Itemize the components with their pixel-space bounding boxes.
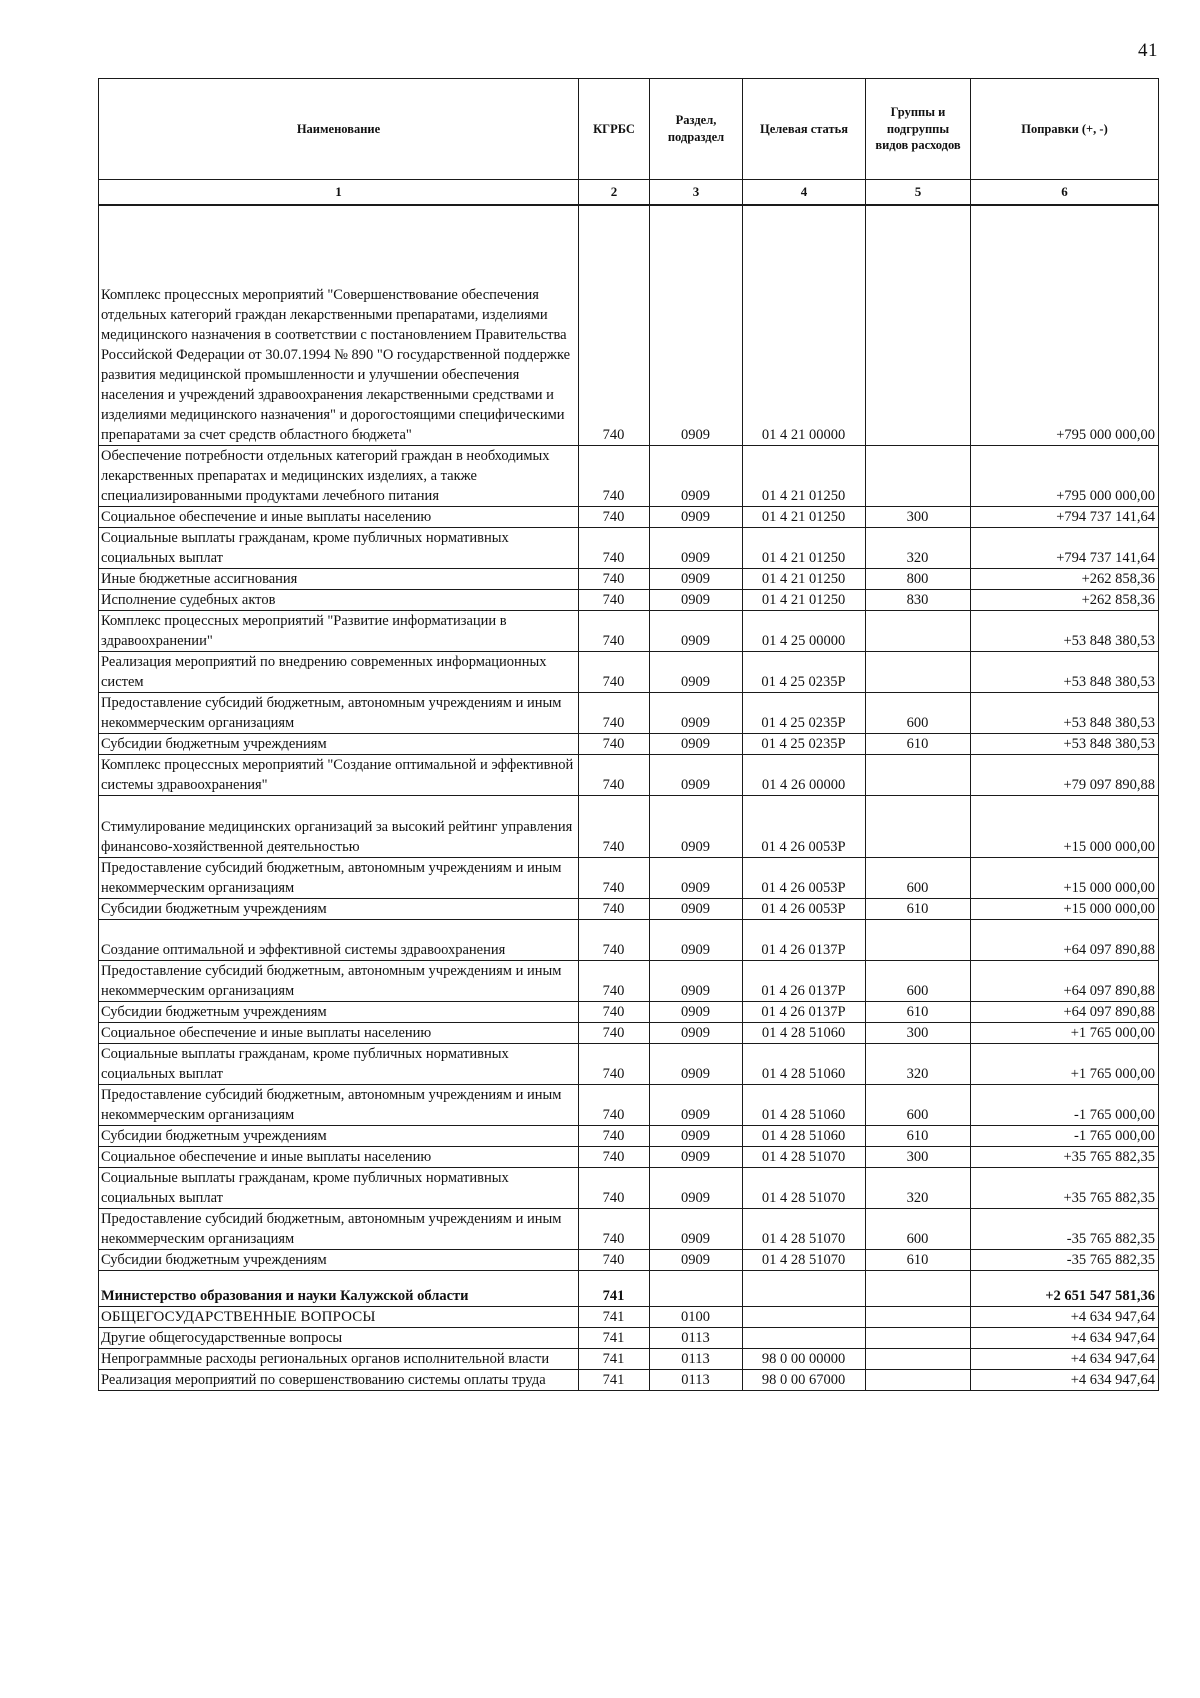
- row-amount: +1 765 000,00: [971, 1043, 1159, 1084]
- column-number: 2: [579, 180, 650, 206]
- row-section: 0909: [650, 506, 743, 527]
- row-kgrbs: 740: [579, 1167, 650, 1208]
- table-row: [99, 857, 1159, 898]
- row-section: 0909: [650, 1001, 743, 1022]
- row-target: 01 4 25 00000: [743, 610, 866, 651]
- row-section: 0909: [650, 568, 743, 589]
- row-kgrbs: 740: [579, 1208, 650, 1249]
- row-target: 01 4 21 01250: [743, 445, 866, 506]
- table-row: [99, 754, 1159, 795]
- row-amount: +53 848 380,53: [971, 733, 1159, 754]
- row-target: 01 4 21 00000: [743, 205, 866, 445]
- row-target: 98 0 00 67000: [743, 1370, 866, 1391]
- row-amount: -1 765 000,00: [971, 1084, 1159, 1125]
- column-number: 5: [866, 180, 971, 206]
- row-name: Обеспечение потребности отдельных категорий граждан в необходимых лекарственных препаратах и медицинских изделиях, а также специализированными продуктами лечебного питания: [99, 445, 579, 506]
- row-target: 01 4 28 51060: [743, 1084, 866, 1125]
- row-target: 01 4 28 51060: [743, 1043, 866, 1084]
- row-group: [866, 754, 971, 795]
- row-target: 01 4 21 01250: [743, 568, 866, 589]
- row-group: [866, 795, 971, 857]
- row-kgrbs: 740: [579, 610, 650, 651]
- table-row: [99, 205, 1159, 445]
- row-target: 01 4 26 00000: [743, 754, 866, 795]
- table-row: [99, 692, 1159, 733]
- row-group: 600: [866, 692, 971, 733]
- row-name: Предоставление субсидий бюджетным, автономным учреждениям и иным некоммерческим организациям: [99, 1084, 579, 1125]
- row-kgrbs: 740: [579, 589, 650, 610]
- column-number: 1: [99, 180, 579, 206]
- header-amendments: Поправки (+, -): [971, 79, 1159, 180]
- row-group: [866, 1349, 971, 1370]
- row-target: 01 4 21 01250: [743, 506, 866, 527]
- row-amount: +53 848 380,53: [971, 692, 1159, 733]
- row-group: 610: [866, 1125, 971, 1146]
- row-section: 0113: [650, 1349, 743, 1370]
- row-name: Социальное обеспечение и иные выплаты населению: [99, 506, 579, 527]
- row-name: Предоставление субсидий бюджетным, автономным учреждениям и иным некоммерческим организациям: [99, 857, 579, 898]
- row-group: 800: [866, 568, 971, 589]
- table-row: [99, 568, 1159, 589]
- row-target: 01 4 28 51070: [743, 1146, 866, 1167]
- row-name: Исполнение судебных актов: [99, 589, 579, 610]
- row-target: 01 4 26 0137P: [743, 1001, 866, 1022]
- table-row: [99, 1043, 1159, 1084]
- row-section: 0909: [650, 1167, 743, 1208]
- row-section: 0909: [650, 857, 743, 898]
- table-row: [99, 795, 1159, 857]
- table-row: [99, 445, 1159, 506]
- row-kgrbs: 741: [579, 1370, 650, 1391]
- row-kgrbs: 741: [579, 1349, 650, 1370]
- row-target: 01 4 21 01250: [743, 527, 866, 568]
- row-amount: +795 000 000,00: [971, 205, 1159, 445]
- row-name: Социальное обеспечение и иные выплаты населению: [99, 1146, 579, 1167]
- row-section: 0909: [650, 692, 743, 733]
- row-section: 0909: [650, 1125, 743, 1146]
- row-section: 0909: [650, 733, 743, 754]
- row-name: Предоставление субсидий бюджетным, автономным учреждениям и иным некоммерческим организациям: [99, 960, 579, 1001]
- row-kgrbs: 740: [579, 205, 650, 445]
- row-section: 0909: [650, 1249, 743, 1270]
- column-number: 3: [650, 180, 743, 206]
- row-target: 01 4 28 51070: [743, 1249, 866, 1270]
- row-target: 01 4 26 0053P: [743, 857, 866, 898]
- row-kgrbs: 741: [579, 1328, 650, 1349]
- row-amount: -1 765 000,00: [971, 1125, 1159, 1146]
- row-kgrbs: 740: [579, 754, 650, 795]
- table-row: [99, 1001, 1159, 1022]
- row-amount: +64 097 890,88: [971, 919, 1159, 960]
- row-section: 0909: [650, 1084, 743, 1125]
- table-row: [99, 1328, 1159, 1349]
- row-name: Министерство образования и науки Калужской области: [99, 1270, 579, 1306]
- row-group: [866, 610, 971, 651]
- row-name: Предоставление субсидий бюджетным, автономным учреждениям и иным некоммерческим организациям: [99, 692, 579, 733]
- row-amount: +794 737 141,64: [971, 506, 1159, 527]
- row-amount: +4 634 947,64: [971, 1328, 1159, 1349]
- row-amount: +4 634 947,64: [971, 1370, 1159, 1391]
- row-name: Комплекс процессных мероприятий "Развитие информатизации в здравоохранении": [99, 610, 579, 651]
- row-amount: +79 097 890,88: [971, 754, 1159, 795]
- row-target: 01 4 26 0053P: [743, 795, 866, 857]
- row-group: [866, 205, 971, 445]
- row-group: 610: [866, 733, 971, 754]
- row-kgrbs: 740: [579, 795, 650, 857]
- row-name: Субсидии бюджетным учреждениям: [99, 1125, 579, 1146]
- row-amount: +15 000 000,00: [971, 795, 1159, 857]
- table-row: [99, 610, 1159, 651]
- row-group: [866, 651, 971, 692]
- table-row: [99, 1306, 1159, 1328]
- row-kgrbs: 740: [579, 445, 650, 506]
- table-row: [99, 1249, 1159, 1270]
- row-group: [866, 919, 971, 960]
- header-target: Целевая статья: [743, 79, 866, 180]
- table-row: [99, 527, 1159, 568]
- table-row: [99, 733, 1159, 754]
- row-amount: +35 765 882,35: [971, 1167, 1159, 1208]
- row-group: 600: [866, 960, 971, 1001]
- row-amount: +64 097 890,88: [971, 960, 1159, 1001]
- table-row: [99, 960, 1159, 1001]
- row-name: Социальное обеспечение и иные выплаты населению: [99, 1022, 579, 1043]
- row-kgrbs: 740: [579, 527, 650, 568]
- row-kgrbs: 740: [579, 568, 650, 589]
- row-group: 300: [866, 506, 971, 527]
- row-target: [743, 1306, 866, 1328]
- table-row: [99, 1084, 1159, 1125]
- row-section: 0909: [650, 795, 743, 857]
- row-group: [866, 1270, 971, 1306]
- row-section: 0113: [650, 1328, 743, 1349]
- row-group: 600: [866, 1208, 971, 1249]
- row-name: Непрограммные расходы региональных органов исполнительной власти: [99, 1349, 579, 1370]
- row-kgrbs: 740: [579, 1084, 650, 1125]
- row-target: 01 4 28 51070: [743, 1167, 866, 1208]
- row-amount: +794 737 141,64: [971, 527, 1159, 568]
- row-target: 01 4 28 51060: [743, 1125, 866, 1146]
- page-number: 41: [1138, 40, 1158, 61]
- row-group: 320: [866, 527, 971, 568]
- row-amount: +1 765 000,00: [971, 1022, 1159, 1043]
- row-target: 01 4 26 0137P: [743, 960, 866, 1001]
- table-row: [99, 506, 1159, 527]
- row-group: 830: [866, 589, 971, 610]
- row-name: Стимулирование медицинских организаций за высокий рейтинг управления финансово-хозяйственной деятельностью: [99, 795, 579, 857]
- row-group: 320: [866, 1167, 971, 1208]
- header-kgrbs: КГРБС: [579, 79, 650, 180]
- row-name: Социальные выплаты гражданам, кроме публичных нормативных социальных выплат: [99, 527, 579, 568]
- row-name: Другие общегосударственные вопросы: [99, 1328, 579, 1349]
- row-section: 0909: [650, 1022, 743, 1043]
- table-row: [99, 1370, 1159, 1391]
- table-row: [99, 898, 1159, 919]
- row-group: 610: [866, 1249, 971, 1270]
- table-row: [99, 919, 1159, 960]
- row-amount: +795 000 000,00: [971, 445, 1159, 506]
- row-kgrbs: 741: [579, 1306, 650, 1328]
- row-section: 0909: [650, 1146, 743, 1167]
- table-row: [99, 1208, 1159, 1249]
- row-target: 01 4 25 0235P: [743, 733, 866, 754]
- row-group: 300: [866, 1146, 971, 1167]
- row-target: 01 4 25 0235P: [743, 651, 866, 692]
- row-amount: +64 097 890,88: [971, 1001, 1159, 1022]
- row-name: Социальные выплаты гражданам, кроме публичных нормативных социальных выплат: [99, 1167, 579, 1208]
- row-section: 0909: [650, 754, 743, 795]
- row-target: [743, 1328, 866, 1349]
- row-amount: +262 858,36: [971, 589, 1159, 610]
- row-group: 320: [866, 1043, 971, 1084]
- row-kgrbs: 740: [579, 1249, 650, 1270]
- column-number: 6: [971, 180, 1159, 206]
- row-name: ОБЩЕГОСУДАРСТВЕННЫЕ ВОПРОСЫ: [99, 1306, 579, 1328]
- row-kgrbs: 740: [579, 1146, 650, 1167]
- header-name: Наименование: [99, 79, 579, 180]
- row-kgrbs: 740: [579, 919, 650, 960]
- row-group: [866, 445, 971, 506]
- row-section: 0909: [650, 445, 743, 506]
- row-target: 01 4 28 51070: [743, 1208, 866, 1249]
- row-group: 300: [866, 1022, 971, 1043]
- row-group: 600: [866, 857, 971, 898]
- row-kgrbs: 740: [579, 692, 650, 733]
- table-body: [99, 205, 1159, 1391]
- table-row: [99, 1022, 1159, 1043]
- row-section: 0909: [650, 651, 743, 692]
- row-target: 98 0 00 00000: [743, 1349, 866, 1370]
- row-target: 01 4 26 0137P: [743, 919, 866, 960]
- row-amount: +2 651 547 581,36: [971, 1270, 1159, 1306]
- row-target: 01 4 21 01250: [743, 589, 866, 610]
- row-name: Комплекс процессных мероприятий "Создание оптимальной и эффективной системы здравоохранения": [99, 754, 579, 795]
- header-groups: Группы и подгруппы видов расходов: [866, 79, 971, 180]
- row-name: Субсидии бюджетным учреждениям: [99, 898, 579, 919]
- row-name: Создание оптимальной и эффективной системы здравоохранения: [99, 919, 579, 960]
- table-row: [99, 1125, 1159, 1146]
- row-kgrbs: 740: [579, 1001, 650, 1022]
- row-name: Субсидии бюджетным учреждениям: [99, 1249, 579, 1270]
- row-name: Социальные выплаты гражданам, кроме публичных нормативных социальных выплат: [99, 1043, 579, 1084]
- row-section: 0909: [650, 898, 743, 919]
- table-row: [99, 651, 1159, 692]
- table-row: [99, 1349, 1159, 1370]
- row-kgrbs: 740: [579, 1043, 650, 1084]
- row-target: 01 4 25 0235P: [743, 692, 866, 733]
- row-amount: +262 858,36: [971, 568, 1159, 589]
- row-name: Предоставление субсидий бюджетным, автономным учреждениям и иным некоммерческим организациям: [99, 1208, 579, 1249]
- row-target: 01 4 26 0053P: [743, 898, 866, 919]
- row-section: [650, 1270, 743, 1306]
- row-kgrbs: 740: [579, 1125, 650, 1146]
- table-row: [99, 1270, 1159, 1306]
- row-group: 600: [866, 1084, 971, 1125]
- row-kgrbs: 740: [579, 960, 650, 1001]
- budget-amendments-table: [98, 78, 1159, 1391]
- row-amount: +53 848 380,53: [971, 651, 1159, 692]
- row-group: [866, 1328, 971, 1349]
- row-amount: +53 848 380,53: [971, 610, 1159, 651]
- row-section: 0909: [650, 1043, 743, 1084]
- row-name: Иные бюджетные ассигнования: [99, 568, 579, 589]
- row-target: [743, 1270, 866, 1306]
- row-kgrbs: 740: [579, 651, 650, 692]
- row-section: 0909: [650, 589, 743, 610]
- row-amount: +4 634 947,64: [971, 1306, 1159, 1328]
- row-section: 0909: [650, 1208, 743, 1249]
- row-section: 0909: [650, 610, 743, 651]
- row-group: [866, 1370, 971, 1391]
- row-amount: +15 000 000,00: [971, 898, 1159, 919]
- row-kgrbs: 740: [579, 733, 650, 754]
- row-kgrbs: 741: [579, 1270, 650, 1306]
- column-number: 4: [743, 180, 866, 206]
- row-name: Комплекс процессных мероприятий "Совершенствование обеспечения отдельных категорий граждан лекарственными препаратами, изделиями медицинского назначения в соответствии с постановлением Правительства Российской Федерации от 30.07.1994 № 890 "О государственной поддержке развития медицинской промышленности и улучшении обеспечения населения и учреждений здравоохранения лекарственными средствами и изделиями медицинского назначения" и дорогостоящими специфическими препаратами за счет средств областного бюджета": [99, 205, 579, 445]
- header-section: Раздел, подраздел: [650, 79, 743, 180]
- row-section: 0100: [650, 1306, 743, 1328]
- row-section: 0909: [650, 205, 743, 445]
- row-name: Реализация мероприятий по совершенствованию системы оплаты труда: [99, 1370, 579, 1391]
- row-name: Субсидии бюджетным учреждениям: [99, 733, 579, 754]
- row-kgrbs: 740: [579, 898, 650, 919]
- row-amount: -35 765 882,35: [971, 1208, 1159, 1249]
- row-section: 0113: [650, 1370, 743, 1391]
- row-amount: -35 765 882,35: [971, 1249, 1159, 1270]
- column-number-row: [99, 180, 1159, 206]
- row-section: 0909: [650, 919, 743, 960]
- row-group: 610: [866, 1001, 971, 1022]
- row-section: 0909: [650, 960, 743, 1001]
- row-target: 01 4 28 51060: [743, 1022, 866, 1043]
- table-row: [99, 1146, 1159, 1167]
- row-amount: +15 000 000,00: [971, 857, 1159, 898]
- row-amount: +35 765 882,35: [971, 1146, 1159, 1167]
- row-name: Реализация мероприятий по внедрению современных информационных систем: [99, 651, 579, 692]
- row-kgrbs: 740: [579, 1022, 650, 1043]
- row-kgrbs: 740: [579, 506, 650, 527]
- row-amount: +4 634 947,64: [971, 1349, 1159, 1370]
- table-row: [99, 1167, 1159, 1208]
- row-group: 610: [866, 898, 971, 919]
- row-group: [866, 1306, 971, 1328]
- row-name: Субсидии бюджетным учреждениям: [99, 1001, 579, 1022]
- row-section: 0909: [650, 527, 743, 568]
- table-row: [99, 589, 1159, 610]
- header-row: [99, 79, 1159, 180]
- row-kgrbs: 740: [579, 857, 650, 898]
